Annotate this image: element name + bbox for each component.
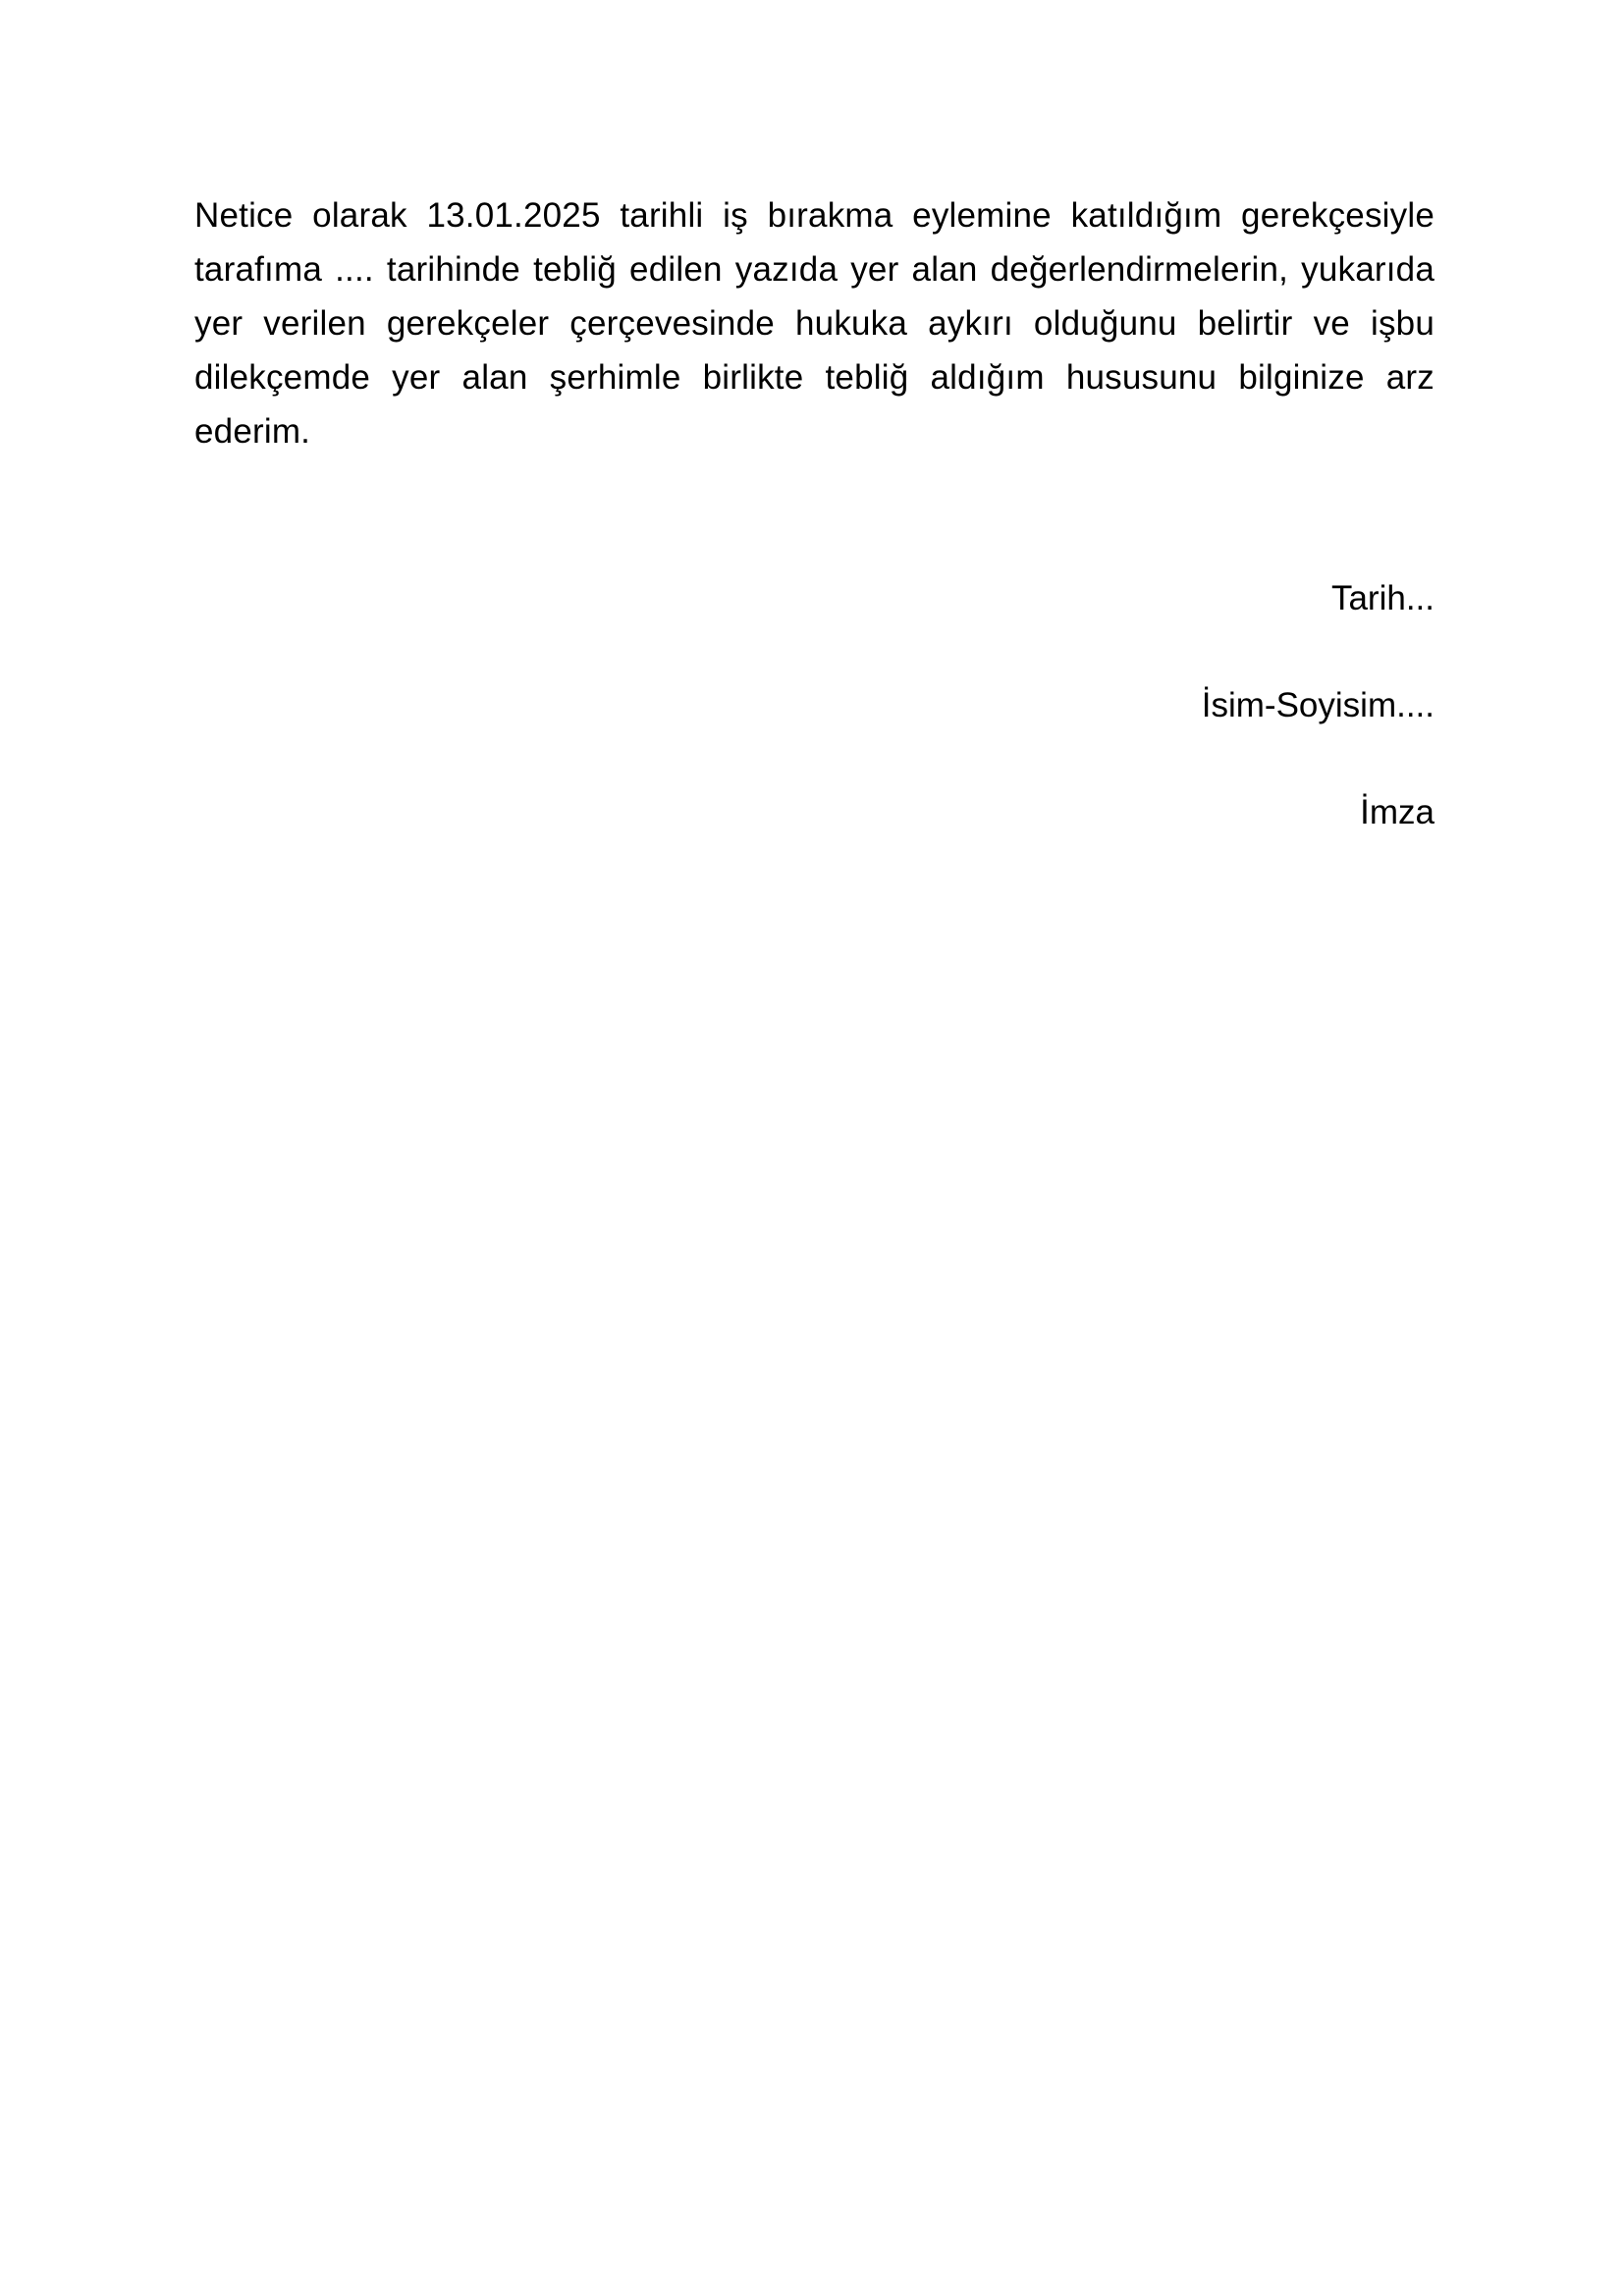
signature-name-line: İsim-Soyisim.... [1201,686,1435,724]
signature-sign-line: İmza [1360,793,1435,831]
signature-date-line: Tarih... [1330,579,1435,617]
body-paragraph: Netice olarak 13.01.2025 tarihli iş bırakma eylemine katıldığım gerekçesiyle tarafıma .... tarihinde tebliğ edilen yazıda yer alan değerlendirmelerin, yukarıda yer verilen gerekçeler çerçevesinde hukuka aykırı olduğunu belirtir ve işbu dilekçemde yer alan şerhimle birlikte tebliğ aldığım hususunu bilginize arz ederim. [194,196,1435,451]
